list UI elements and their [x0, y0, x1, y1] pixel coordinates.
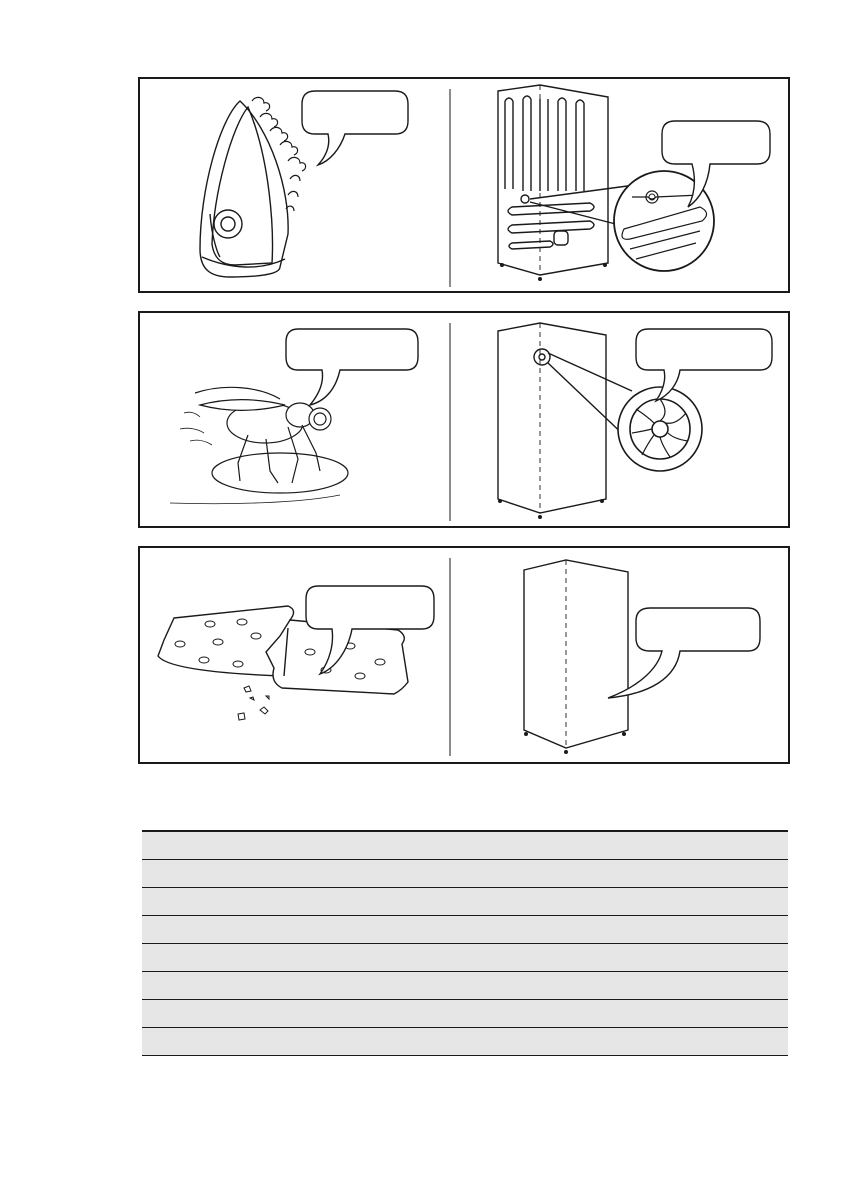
illustration-panel-heat — [138, 77, 790, 293]
fridge-cabinet-icon — [524, 560, 628, 748]
table-row — [142, 916, 788, 944]
speech-bubble — [608, 608, 760, 698]
table-row — [142, 888, 788, 916]
info-table — [142, 830, 788, 1056]
speech-bubble — [286, 329, 418, 405]
fly-icon — [170, 387, 348, 503]
table-row — [142, 1000, 788, 1028]
fridge-back-icon — [498, 85, 635, 275]
debris-icon — [238, 686, 269, 720]
speech-bubble — [302, 91, 408, 165]
table-row — [142, 972, 788, 1000]
panel-1-drawing — [140, 79, 792, 295]
panel-2-drawing — [140, 313, 792, 530]
table-row — [142, 1028, 788, 1056]
illustration-panel-insulation — [138, 546, 790, 764]
table-row — [142, 944, 788, 972]
table-row — [142, 832, 788, 860]
panel-3-drawing — [140, 548, 792, 766]
illustration-panel-noise — [138, 311, 790, 528]
table-row — [142, 860, 788, 888]
fridge-icon — [498, 323, 632, 513]
